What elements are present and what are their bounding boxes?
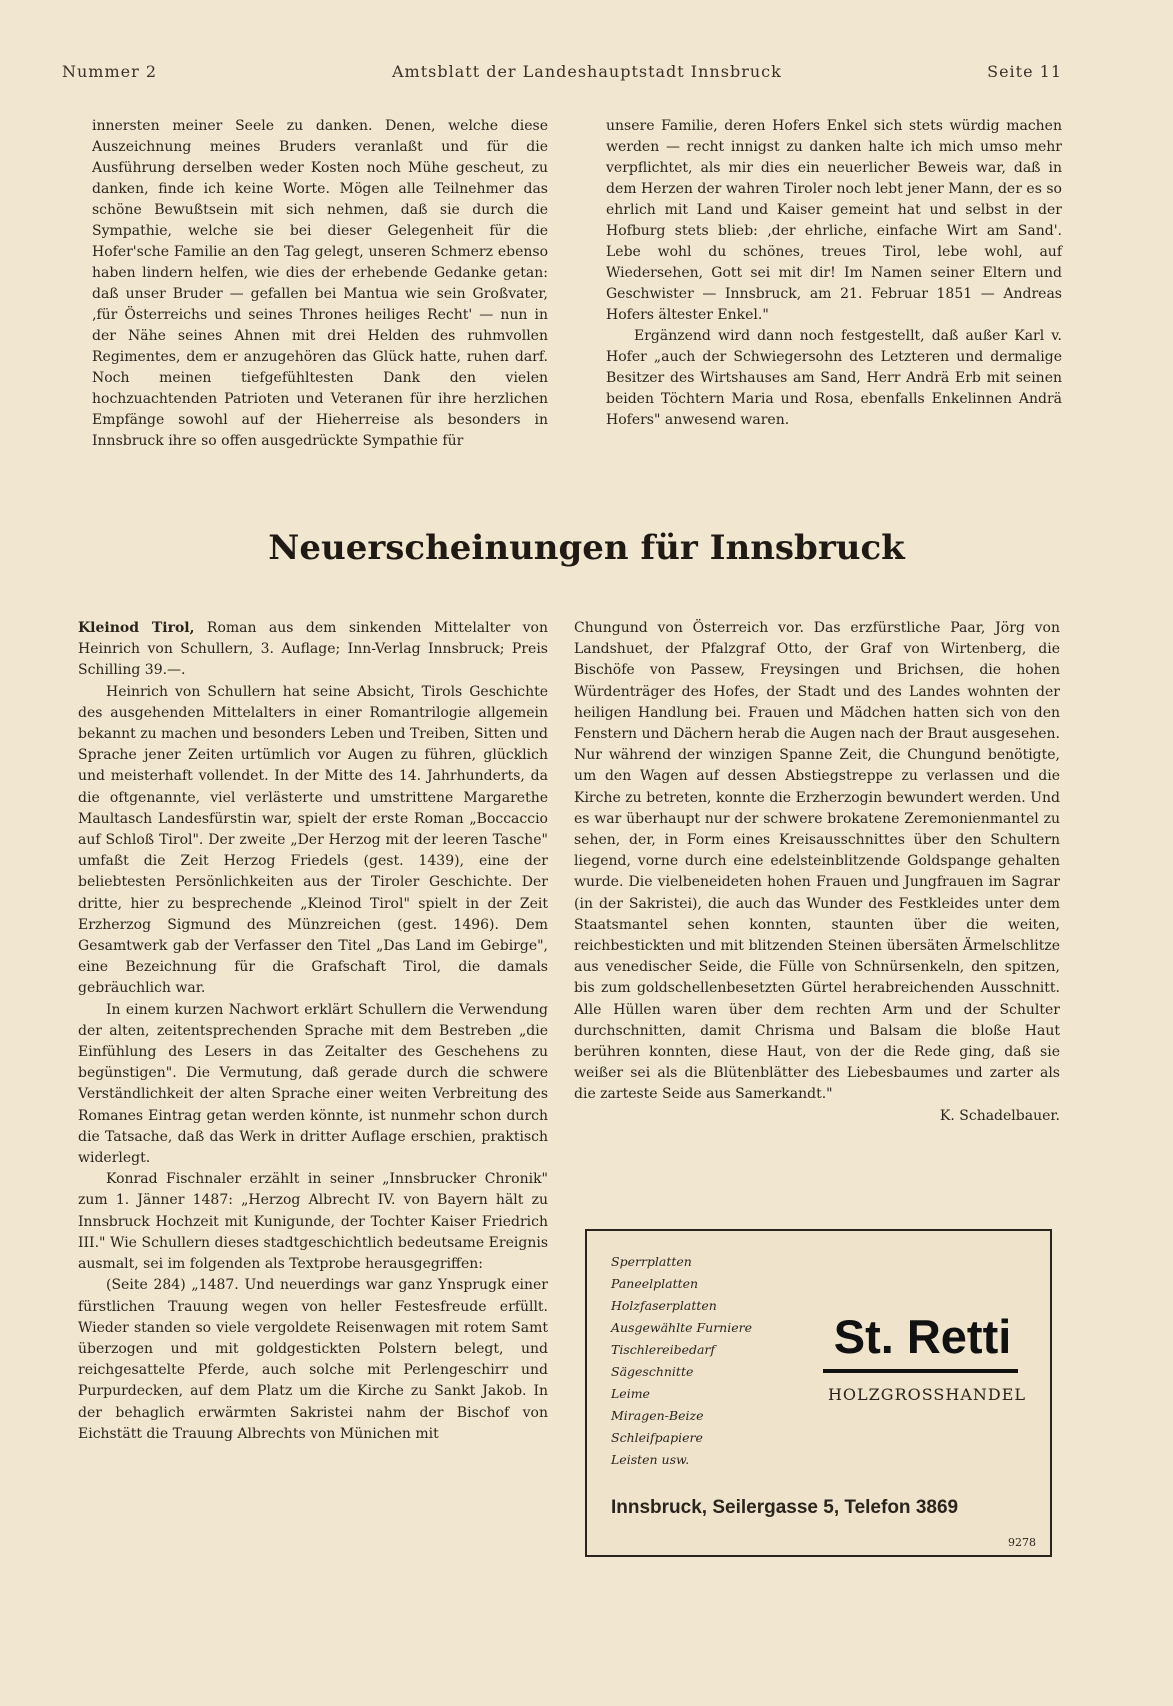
product-item: Sperrplatten: [611, 1254, 692, 1269]
product-item: Schleifpapiere: [611, 1430, 703, 1445]
book-info: Roman aus dem sinkenden Mittelalter von Heinrich von Schullern, 3. Auflage; Inn-Verlag Innsbruck; Preis Schilling 39.—.: [78, 620, 548, 679]
product-item: Leisten usw.: [611, 1452, 690, 1467]
paragraph: Chungund von Österreich vor. Das erzfürstliche Paar, Jörg von Landshuet, der Pfalzgraf Otto, der Graf von Wirtenberg, die Bischöfe von Passew, Freysingen und Brichsen, die hohen Würdenträger des Hofes, der Stadt und des Landes wohnten der heiligen Handlung bei. Frauen und Mädchen hatten sich von den Fenstern und Dächern herab die Augen nach der Braut ausgesehen. Nur während der winzigen Spanne Zeit, die Chungund benötigte, um den Wagen auf dessen Abstiegstreppe zu verlassen und die Kirche zu betreten, konnte die Erzherzogin bewundert werden. Und es war überhaupt nur der schwere brokatene Zeremonienmantel zu sehen, der, in Form eines Kreisausschnittes über den Schultern liegend, vorne durch eine edelsteinblitzende Goldspange gehalten wurde. Die vielbeneideten hohen Frauen und Jungfrauen im Sagrar (in der Sakristei), die auch das Wunder des Festkleides unter dem Staatsmantel sehen konnten, staunten über die weiten, reichbestickten und mit blitzenden Steinen übersäten Ärmelschlitze aus venedischer Seide, die Fülle von Schnürsenkeln, den spitzen, bis zum goldschellenbesetzten Gürtel herabreichenden Ausschnitt. Alle Hüllen waren über dem rechten Arm und der Schulter durchschnitten, damit Chrisma und Balsam die bloße Haut berühren konnten, diese Haut, von der die Rede ging, daß sie weißer sei als die Blütenblätter des Liebesbaumes und zarter als die zarteste Seide aus Samerkandt.": [574, 620, 1060, 1103]
ad-address: Innsbruck, Seilergasse 5, Telefon 3869: [611, 1497, 959, 1518]
product-list: [611, 1251, 752, 1471]
product-item: Leime: [611, 1386, 650, 1401]
section-title: Neuerscheinungen für Innsbruck: [268, 528, 905, 568]
brand-name: St. Retti: [833, 1310, 1012, 1363]
brand-subtitle: HOLZGROSSHANDEL: [827, 1385, 1027, 1404]
paragraph: In einem kurzen Nachwort erklärt Schullern die Verwendung der alten, zeitentsprechenden Sprache mit dem Bestreben „die Einfühlung des Lesers in das Zeitalter des Geschehens zu begünstigen". Die Vermutung, daß gerade durch die schwere Verständlichkeit der alten Sprache einer weiten Verbreitung des Romanes Eintrag getan werden könnte, ist nunmehr schon durch die Tatsache, daß das Werk in dritter Auflage erschien, praktisch widerlegt.: [78, 1001, 548, 1167]
advertisement: [585, 1229, 1052, 1557]
divider: [823, 1369, 1018, 1373]
article-continuation-left: [92, 116, 548, 452]
paragraph: Heinrich von Schullern hat seine Absicht, Tirols Geschichte des ausgehenden Mittelalters in einer Romantrilogie allgemein bekannt zu machen und besonders Leben und Treiben, Sitten und Sprache jener Zeiten urtümlich vor Augen zu führen, glücklich und meisterhaft vollendet. In der Mitte des 14. Jahrhunderts, da die oftgenannte, viel verlästerte und umstrittene Margarethe Maultasch Landesfürstin war, spielt der erste Roman „Boccaccio auf Schloß Tirol". Der zweite „Der Herzog mit der leeren Tasche" umfaßt die Zeit Herzog Friedels (gest. 1439), eine der beliebtesten Persönlichkeiten aus der Tiroler Geschichte. Der dritte, hier zu besprechende „Kleinod Tirol" spielt in der Zeit Erzherzog Sigmund des Münzreichen (gest. 1496). Dem Gesamtwerk gab der Verfasser den Titel „Das Land im Gebirge", eine Bezeichnung für die Grafschaft Tirol, die damals gebräuchlich war.: [78, 683, 548, 997]
author-signature: K. Schadelbauer.: [939, 1107, 1060, 1124]
product-item: Holzfaserplatten: [611, 1298, 717, 1313]
ad-number: 9278: [1008, 1536, 1036, 1549]
product-item: Paneelplatten: [611, 1276, 699, 1291]
page-number: Seite 11: [987, 62, 1062, 81]
paragraph: innersten meiner Seele zu danken. Denen, welche diese Auszeichnung meines Bruders veranlaßt und für die Ausführung derselben weder Kosten noch Mühe gescheut, zu danken, finde ich keine Worte. Mögen alle Teilnehmer das schöne Bewußtsein mit sich nehmen, daß sie durch die Sympathie, welche sie bei dieser Gelegenheit für die Hofer'sche Familie an den Tag gelegt, unseren Schmerz ebenso haben lindern helfen, wie dies der erhebende Gedanke getan: daß unser Bruder — gefallen bei Mantua wie sein Großvater, ‚für Österreichs und seines Thrones heiliges Recht' — nun in der Nähe seines Ahnen mit drei Helden des ruhmvollen Regimentes, dem er anzugehören das Glück hatte, ruhen darf. Noch meinen tiefgefühltesten Dank den vielen hochzuachtenden Patrioten und Veteranen für ihre herzlichen Empfänge sowohl auf der Hieherreise als besonders in Innsbruck ihre so offen ausgedrückte Sympathie für: [92, 118, 548, 449]
publication-title: Amtsblatt der Landeshauptstadt Innsbruck: [392, 62, 782, 81]
paragraph: (Seite 284) „1487. Und neuerdings war ganz Ynsprugk einer fürstlichen Trauung wegen von heller Festesfreude erfüllt. Wieder standen so viele vergoldete Reisenwagen mit rotem Samt überzogen und mit goldgestickten Polstern belegt, und reichgesattelte Pferde, auch solche mit Perlengeschirr und Purpurdecken, auf dem Platz um die Kirche zu Sankt Jakob. In der behaglich erwärmten Sakristei nahm der Bischof von Eichstätt die Trauung Albrechts von Münichen mit: [78, 1277, 548, 1442]
review-column-right: [574, 618, 1060, 1127]
paragraph: Konrad Fischnaler erzählt in seiner „Innsbrucker Chronik" zum 1. Jänner 1487: „Herzog Albrecht IV. von Bayern hält zu Innsbruck Hochzeit mit Kunigunde, der Tochter Kaiser Friedrich III." Wie Schullern dieses stadtgeschichtlich bedeutsame Ereignis ausmalt, sei im folgenden als Textprobe herausgegriffen:: [78, 1171, 548, 1273]
product-item: Tischlereibedarf: [611, 1342, 716, 1357]
product-item: Miragen-Beize: [611, 1408, 704, 1423]
product-item: Ausgewählte Furniere: [611, 1320, 753, 1335]
product-item: Sägeschnitte: [611, 1364, 694, 1379]
review-column-left: [78, 618, 548, 1445]
page-header: [62, 62, 1062, 86]
paragraph: unsere Familie, deren Hofers Enkel sich stets würdig machen werden — recht innigst zu danken halte ich mich umso mehr verpflichtet, als mir dies ein neuerlicher Beweis war, daß in dem Herzen der wahren Tiroler noch lebt jener Mann, der es so ehrlich mit Land und Kaiser gemeint hat und selbst in der Hofburg stets blieb: ‚der ehrliche, einfache Wirt am Sand'. Lebe wohl du schönes, treues Tirol, lebe wohl, auf Wiedersehen, Gott sei mit dir! Im Namen seiner Eltern und Geschwister — Innsbruck, am 21. Februar 1851 — Andreas Hofers ältester Enkel.": [606, 118, 1062, 323]
book-title: Kleinod Tirol,: [78, 620, 195, 636]
article-continuation-right: [606, 116, 1062, 431]
issue-number: Nummer 2: [62, 62, 158, 81]
paragraph: Ergänzend wird dann noch festgestellt, daß außer Karl v. Hofer „auch der Schwiegersohn des Letzteren und dermalige Besitzer des Wirtshauses am Sand, Herr Andrä Erb mit seinen beiden Töchtern Maria und Rosa, ebenfalls Enkelinnen Andrä Hofers" anwesend waren.: [606, 328, 1062, 428]
book-reference: [78, 618, 548, 682]
